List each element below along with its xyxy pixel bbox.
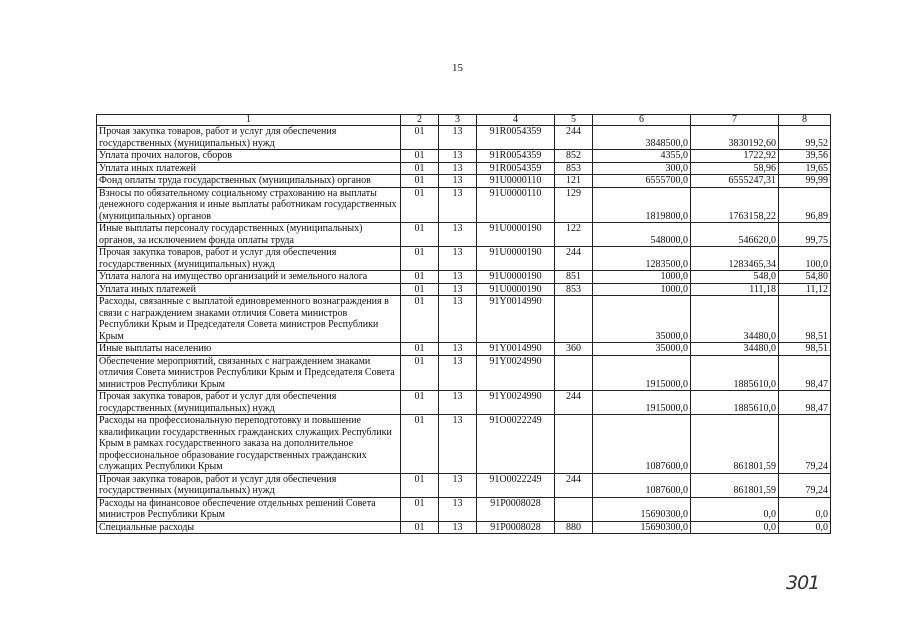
row-actual: 548,0 <box>691 271 779 284</box>
row-subsection: 13 <box>439 521 477 534</box>
row-name: Обеспечение мероприятий, связанных с награждением знаками отличия Совета министров Республики Крым и Председателя Совета министров Республики Крым <box>97 355 401 391</box>
row-target-code: 91O0022249 <box>477 473 555 497</box>
row-section: 01 <box>401 343 439 356</box>
row-actual: 546620,0 <box>691 223 779 247</box>
table-row <box>97 497 831 521</box>
row-section: 01 <box>401 223 439 247</box>
row-name: Прочая закупка товаров, работ и услуг для обеспечения государственных (муниципальных) нужд <box>97 126 401 150</box>
row-target-code: 91U0000190 <box>477 223 555 247</box>
row-expense-type: 880 <box>555 521 593 534</box>
table-row <box>97 355 831 391</box>
row-expense-type: 852 <box>555 150 593 163</box>
row-subsection: 13 <box>439 391 477 415</box>
row-expense-type: 360 <box>555 343 593 356</box>
row-actual: 3830192,60 <box>691 126 779 150</box>
row-section: 01 <box>401 247 439 271</box>
row-section: 01 <box>401 521 439 534</box>
row-planned: 300,0 <box>593 162 691 175</box>
row-section: 01 <box>401 296 439 343</box>
row-planned: 6555700,0 <box>593 175 691 188</box>
row-actual: 1722,92 <box>691 150 779 163</box>
row-name: Взносы по обязательному социальному страхованию на выплаты денежного содержания и иные выплаты работникам государственных (муниципальных) органов <box>97 187 401 223</box>
table-row <box>97 415 831 474</box>
row-percent: 96,89 <box>779 187 831 223</box>
table-row <box>97 283 831 296</box>
row-planned: 1915000,0 <box>593 391 691 415</box>
row-section: 01 <box>401 391 439 415</box>
row-planned: 35000,0 <box>593 343 691 356</box>
row-name: Прочая закупка товаров, работ и услуг для обеспечения государственных (муниципальных) нужд <box>97 247 401 271</box>
row-subsection: 13 <box>439 473 477 497</box>
row-actual: 1885610,0 <box>691 391 779 415</box>
row-planned: 1087600,0 <box>593 473 691 497</box>
row-percent: 99,52 <box>779 126 831 150</box>
table-row <box>97 271 831 284</box>
row-name: Иные выплаты персоналу государственных (муниципальных) органов, за исключением фонда оплаты труда <box>97 223 401 247</box>
row-name: Специальные расходы <box>97 521 401 534</box>
row-section: 01 <box>401 175 439 188</box>
row-planned: 15690300,0 <box>593 497 691 521</box>
row-expense-type: 121 <box>555 175 593 188</box>
row-expense-type: 244 <box>555 126 593 150</box>
row-target-code: 91R0054359 <box>477 162 555 175</box>
row-subsection: 13 <box>439 223 477 247</box>
row-subsection: 13 <box>439 247 477 271</box>
row-percent: 0,0 <box>779 497 831 521</box>
row-planned: 15690300,0 <box>593 521 691 534</box>
row-expense-type <box>555 415 593 474</box>
table-row <box>97 162 831 175</box>
row-actual: 1763158,22 <box>691 187 779 223</box>
row-subsection: 13 <box>439 162 477 175</box>
row-target-code: 91Y0014990 <box>477 296 555 343</box>
row-percent: 19,65 <box>779 162 831 175</box>
row-percent: 98,51 <box>779 343 831 356</box>
row-section: 01 <box>401 187 439 223</box>
row-percent: 54,80 <box>779 271 831 284</box>
row-section: 01 <box>401 473 439 497</box>
row-actual: 111,18 <box>691 283 779 296</box>
row-planned: 1915000,0 <box>593 355 691 391</box>
table-row <box>97 296 831 343</box>
row-section: 01 <box>401 415 439 474</box>
row-name: Расходы, связанные с выплатой единовременного вознаграждения в связи с награждением знаками отличия Совета министров Республики Крым и Председателя Совета министров Республики Крым <box>97 296 401 343</box>
row-percent: 0,0 <box>779 521 831 534</box>
row-section: 01 <box>401 497 439 521</box>
row-name: Уплата иных платежей <box>97 283 401 296</box>
row-target-code: 91U0000110 <box>477 175 555 188</box>
row-section: 01 <box>401 126 439 150</box>
row-section: 01 <box>401 355 439 391</box>
row-percent: 99,99 <box>779 175 831 188</box>
row-actual: 6555247,31 <box>691 175 779 188</box>
row-subsection: 13 <box>439 187 477 223</box>
table-row <box>97 187 831 223</box>
table-row <box>97 150 831 163</box>
row-actual: 58,96 <box>691 162 779 175</box>
row-name: Прочая закупка товаров, работ и услуг для обеспечения государственных (муниципальных) нужд <box>97 391 401 415</box>
row-target-code: 91P0008028 <box>477 497 555 521</box>
row-actual: 34480,0 <box>691 296 779 343</box>
row-expense-type <box>555 355 593 391</box>
row-expense-type: 851 <box>555 271 593 284</box>
row-target-code: 91Y0014990 <box>477 343 555 356</box>
row-percent: 11,12 <box>779 283 831 296</box>
row-actual: 1283465,34 <box>691 247 779 271</box>
row-planned: 4355,0 <box>593 150 691 163</box>
page-number: 15 <box>452 62 463 74</box>
row-name: Расходы на финансовое обеспечение отдельных решений Совета министров Республики Крым <box>97 497 401 521</box>
row-target-code: 91R0054359 <box>477 126 555 150</box>
row-expense-type: 244 <box>555 391 593 415</box>
header-row <box>97 115 831 126</box>
table-row <box>97 343 831 356</box>
row-percent: 79,24 <box>779 473 831 497</box>
row-target-code: 91P0008028 <box>477 521 555 534</box>
row-subsection: 13 <box>439 271 477 284</box>
row-subsection: 13 <box>439 175 477 188</box>
row-percent: 100,0 <box>779 247 831 271</box>
header-col-8: 8 <box>779 115 831 126</box>
budget-table <box>96 114 831 534</box>
row-subsection: 13 <box>439 343 477 356</box>
row-name: Фонд оплаты труда государственных (муниципальных) органов <box>97 175 401 188</box>
row-planned: 3848500,0 <box>593 126 691 150</box>
row-percent: 99,75 <box>779 223 831 247</box>
row-expense-type <box>555 296 593 343</box>
row-target-code: 91R0054359 <box>477 150 555 163</box>
row-target-code: 91U0000190 <box>477 247 555 271</box>
row-expense-type: 853 <box>555 283 593 296</box>
handwritten-page-mark: 301 <box>786 572 820 594</box>
row-actual: 1885610,0 <box>691 355 779 391</box>
header-col-4: 4 <box>477 115 555 126</box>
row-subsection: 13 <box>439 150 477 163</box>
table-row <box>97 521 831 534</box>
row-actual: 861801,59 <box>691 415 779 474</box>
row-target-code: 91U0000190 <box>477 283 555 296</box>
row-actual: 0,0 <box>691 521 779 534</box>
row-name: Уплата иных платежей <box>97 162 401 175</box>
header-col-7: 7 <box>691 115 779 126</box>
row-percent: 98,47 <box>779 355 831 391</box>
header-col-3: 3 <box>439 115 477 126</box>
row-subsection: 13 <box>439 497 477 521</box>
table-body <box>97 126 831 534</box>
row-expense-type: 244 <box>555 247 593 271</box>
row-percent: 98,51 <box>779 296 831 343</box>
row-name: Уплата налога на имущество организаций и земельного налога <box>97 271 401 284</box>
table-row <box>97 175 831 188</box>
row-section: 01 <box>401 150 439 163</box>
row-planned: 1819800,0 <box>593 187 691 223</box>
row-actual: 861801,59 <box>691 473 779 497</box>
row-planned: 1000,0 <box>593 271 691 284</box>
row-expense-type: 244 <box>555 473 593 497</box>
row-section: 01 <box>401 271 439 284</box>
row-target-code: 91O0022249 <box>477 415 555 474</box>
row-subsection: 13 <box>439 296 477 343</box>
row-percent: 39,56 <box>779 150 831 163</box>
table-row <box>97 391 831 415</box>
header-col-2: 2 <box>401 115 439 126</box>
row-planned: 35000,0 <box>593 296 691 343</box>
row-expense-type: 122 <box>555 223 593 247</box>
row-target-code: 91Y0024990 <box>477 355 555 391</box>
row-name: Уплата прочих налогов, сборов <box>97 150 401 163</box>
row-target-code: 91U0000110 <box>477 187 555 223</box>
row-actual: 0,0 <box>691 497 779 521</box>
row-subsection: 13 <box>439 415 477 474</box>
header-col-5: 5 <box>555 115 593 126</box>
row-target-code: 91Y0024990 <box>477 391 555 415</box>
header-col-6: 6 <box>593 115 691 126</box>
row-subsection: 13 <box>439 126 477 150</box>
row-percent: 79,24 <box>779 415 831 474</box>
row-name: Прочая закупка товаров, работ и услуг для обеспечения государственных (муниципальных) нужд <box>97 473 401 497</box>
row-subsection: 13 <box>439 355 477 391</box>
row-planned: 1087600,0 <box>593 415 691 474</box>
row-name: Иные выплаты населению <box>97 343 401 356</box>
row-percent: 98,47 <box>779 391 831 415</box>
table-row <box>97 473 831 497</box>
row-planned: 1283500,0 <box>593 247 691 271</box>
row-planned: 548000,0 <box>593 223 691 247</box>
row-section: 01 <box>401 283 439 296</box>
row-subsection: 13 <box>439 283 477 296</box>
table-row <box>97 223 831 247</box>
table-row <box>97 126 831 150</box>
row-name: Расходы на профессиональную переподготовку и повышение квалификации государственных гражданских служащих Республики Крым в рамках государственного заказа на дополнительное профессиональное образование государственных гражданских служащих Республики Крым <box>97 415 401 474</box>
row-expense-type <box>555 497 593 521</box>
row-target-code: 91U0000190 <box>477 271 555 284</box>
row-actual: 34480,0 <box>691 343 779 356</box>
row-expense-type: 853 <box>555 162 593 175</box>
row-planned: 1000,0 <box>593 283 691 296</box>
table-row <box>97 247 831 271</box>
row-expense-type: 129 <box>555 187 593 223</box>
row-section: 01 <box>401 162 439 175</box>
header-col-1: 1 <box>97 115 401 126</box>
